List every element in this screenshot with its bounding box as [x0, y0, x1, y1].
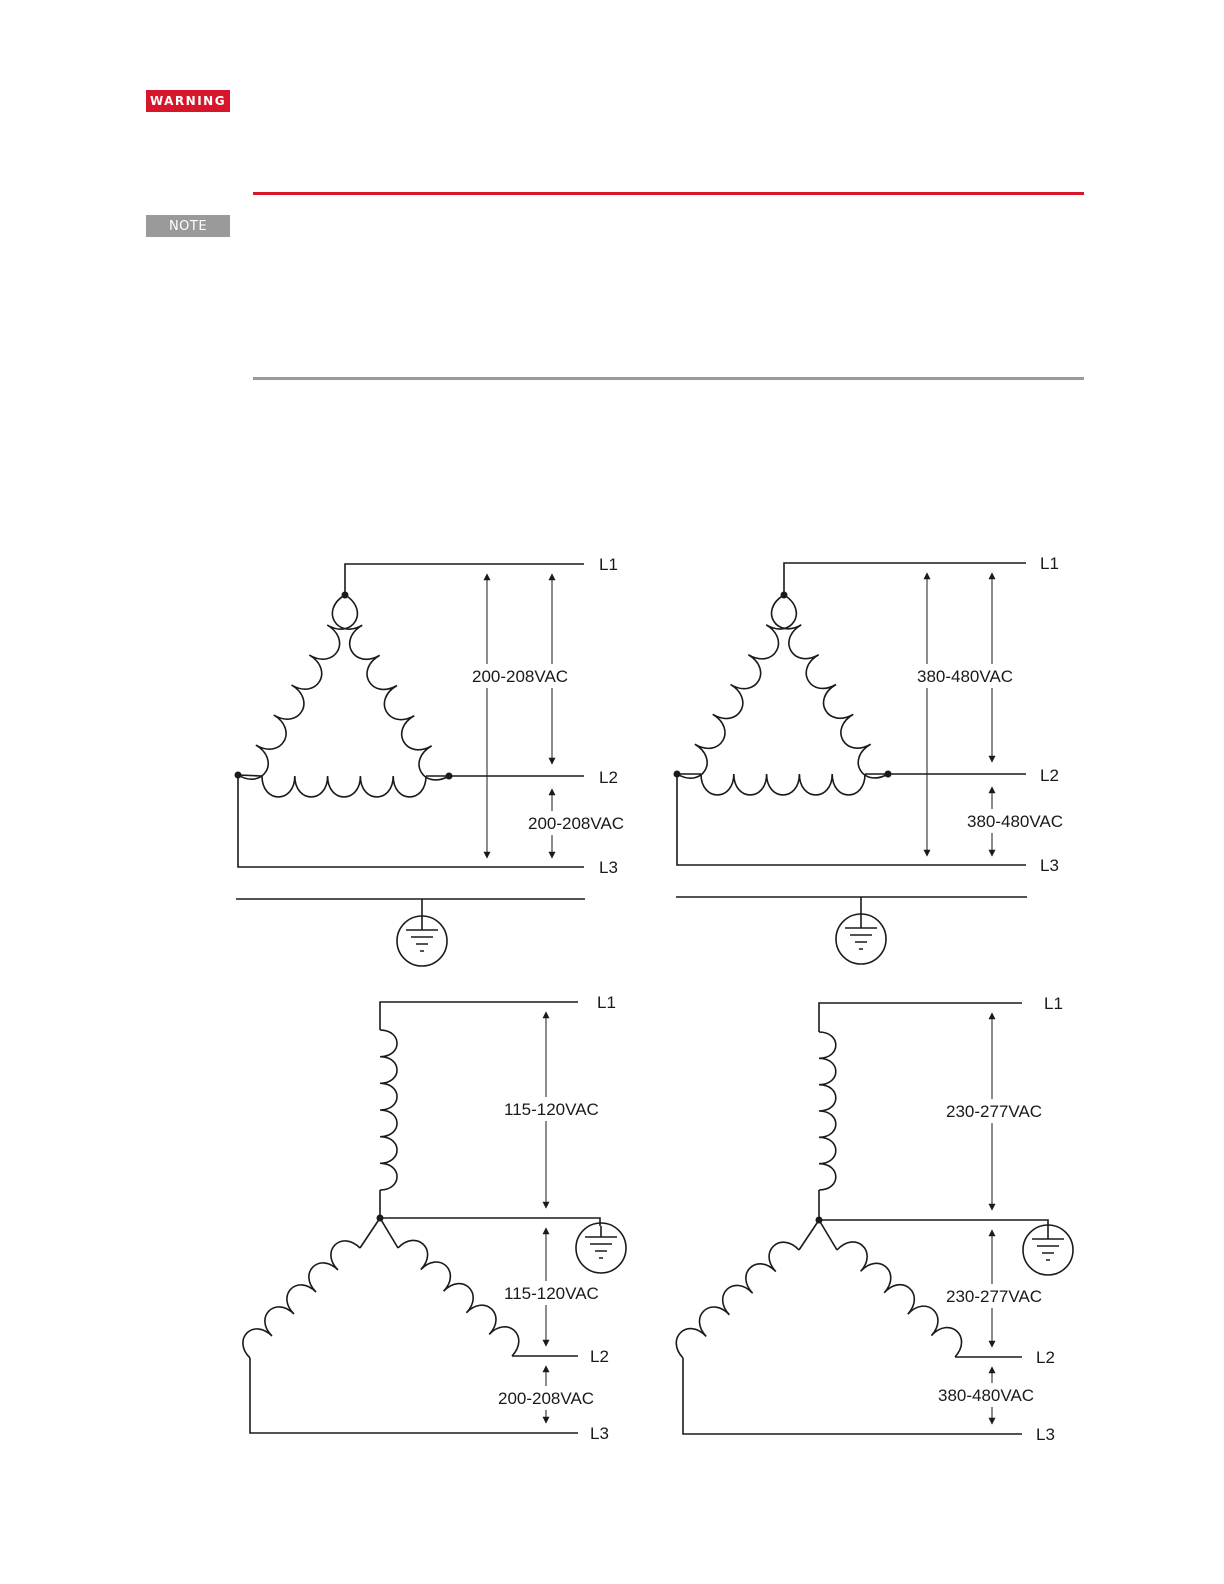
- delta-high-label-l1: L1: [1040, 554, 1059, 573]
- delta-low-volt-l1-l3: 200-208VAC: [472, 667, 569, 686]
- delta-low-label-l3: L3: [599, 858, 618, 877]
- wye-high-volt-l2-l3: 380-480VAC: [938, 1386, 1035, 1405]
- delta-high-volt-l1-l3: 380-480VAC: [917, 667, 1014, 686]
- wye-high-volt-l1-n: 230-277VAC: [946, 1102, 1043, 1121]
- delta-low-left-coil: [238, 595, 357, 779]
- note-badge: NOTE: [146, 215, 230, 237]
- delta-low-ground-icon: [397, 916, 447, 966]
- delta-low-wiring: [236, 564, 585, 916]
- wye-high-vertical-coil: [819, 1032, 836, 1190]
- delta-low-bottom-coil: [262, 776, 426, 797]
- delta-high-left-coil: [677, 595, 796, 778]
- wye-low-right-coil: [398, 1240, 519, 1356]
- wye-low-ground-icon: [576, 1223, 626, 1273]
- delta-low-right-coil: [332, 595, 449, 780]
- wye-high-voltage-diagram: [676, 994, 1073, 1444]
- delta-high-bottom-coil: [701, 774, 865, 795]
- wye-high-volt-n-l2: 230-277VAC: [946, 1287, 1043, 1306]
- delta-low-ground-line: [236, 899, 585, 916]
- delta-high-ground-line: [676, 897, 1027, 914]
- wye-high-label-l3: L3: [1036, 1425, 1055, 1444]
- wye-low-voltage-diagram: [243, 993, 626, 1443]
- wye-low-label-l1: L1: [597, 993, 616, 1012]
- delta-low-label-l2: L2: [599, 768, 618, 787]
- wye-low-volt-n-l2: 115-120VAC: [504, 1284, 599, 1303]
- delta-high-right-coil: [772, 595, 888, 778]
- wye-high-ground-icon: [1023, 1225, 1073, 1275]
- delta-high-wiring: [676, 563, 1027, 914]
- delta-low-voltage-diagram: [235, 555, 635, 966]
- delta-low-volt-l2-l3: 200-208VAC: [528, 814, 625, 833]
- wye-low-vertical-coil: [380, 1030, 397, 1190]
- wye-high-label-l1: L1: [1044, 994, 1063, 1013]
- delta-high-label-l3: L3: [1040, 856, 1059, 875]
- warning-badge: WARNING: [146, 90, 230, 112]
- wye-low-volt-l1-n: 115-120VAC: [504, 1100, 599, 1119]
- delta-high-ground-icon: [836, 914, 886, 964]
- delta-low-label-l1: L1: [599, 555, 618, 574]
- wye-high-right-coil: [837, 1242, 962, 1357]
- delta-high-label-l2: L2: [1040, 766, 1059, 785]
- wye-low-left-coil: [243, 1241, 360, 1358]
- wye-low-volt-l2-l3: 200-208VAC: [498, 1389, 595, 1408]
- delta-high-voltage-diagram: [674, 554, 1076, 964]
- wye-low-label-l2: L2: [590, 1347, 609, 1366]
- wye-high-label-l2: L2: [1036, 1348, 1055, 1367]
- wye-high-left-coil: [676, 1242, 799, 1358]
- delta-high-volt-l2-l3: 380-480VAC: [967, 812, 1064, 831]
- wye-low-label-l3: L3: [590, 1424, 609, 1443]
